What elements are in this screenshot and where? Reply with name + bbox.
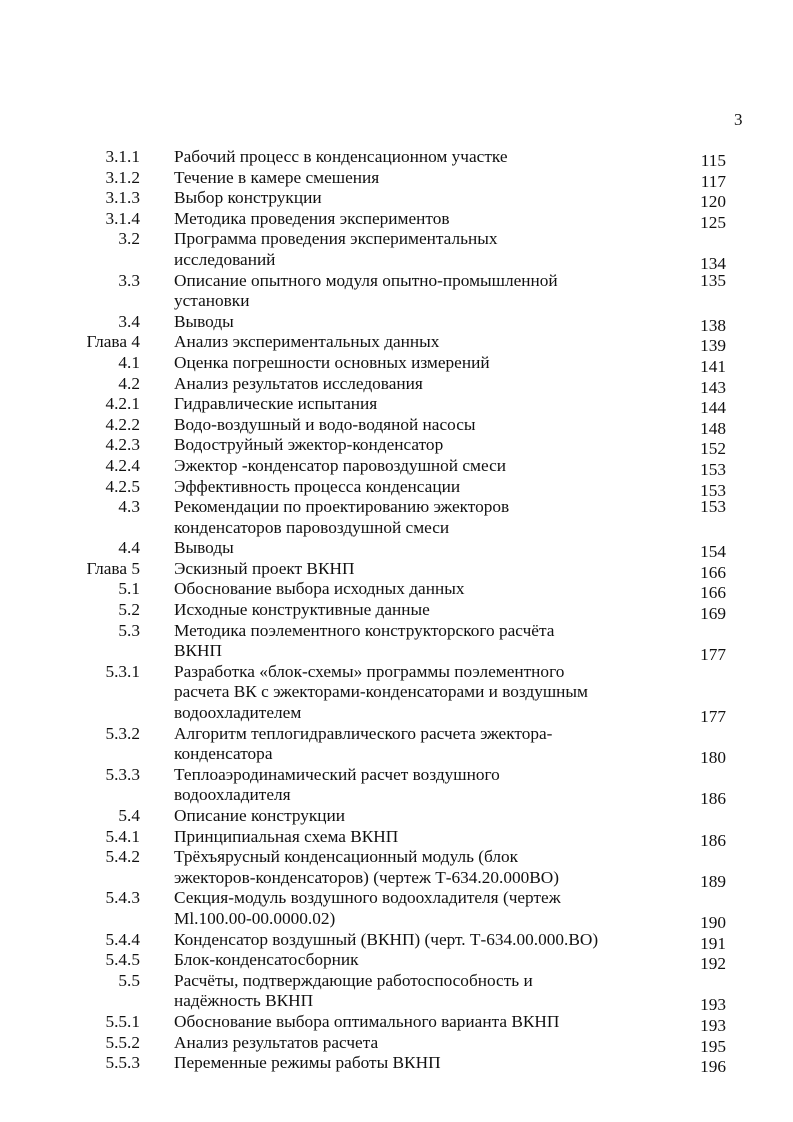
toc-entry: [60, 620, 740, 665]
toc-entry-page: 154: [700, 542, 726, 562]
toc-entry-page: 166: [700, 583, 726, 603]
toc-entry: [60, 271, 740, 312]
toc-entry-number: 4.2: [118, 373, 140, 393]
toc-entry-page: 192: [700, 954, 726, 974]
toc-entry-title-line: исследований: [174, 249, 276, 269]
toc-entry-title-line: Описание конструкции: [174, 806, 346, 825]
toc-entry-number: 3.4: [118, 311, 140, 331]
toc-entry-title: [174, 1012, 694, 1033]
toc-entry-title: [174, 621, 694, 662]
toc-entry-title-line: Анализ результатов расчета: [174, 1032, 379, 1052]
toc-entry-page: 190: [700, 912, 726, 932]
toc-entry: [60, 332, 740, 356]
toc-entry-title-line: Анализ экспериментальных данных: [174, 332, 440, 352]
toc-entry: [60, 579, 740, 603]
toc-entry: [60, 723, 740, 768]
toc-entry-number: 3.1.4: [105, 208, 140, 228]
toc-entry-number: 4.2.5: [105, 476, 140, 496]
toc-entry-title-line: Рекомендации по проектированию эжекторов: [174, 497, 510, 517]
toc-entry: [60, 661, 740, 727]
toc-entry-title-line: Теплоаэродинамический расчет воздушного: [174, 764, 500, 784]
toc-entry-title-line: Описание опытного модуля опытно-промышленной: [174, 270, 558, 290]
toc-entry-page: 138: [700, 315, 726, 335]
toc-entry: [60, 209, 740, 230]
toc-entry-number: 5.5: [118, 970, 140, 990]
toc-entry: [60, 600, 740, 624]
toc-entry-number: 4.1: [118, 352, 140, 372]
toc-entry-page: 134: [700, 253, 726, 273]
toc-entry-number: 5.4.3: [105, 888, 140, 908]
toc-entry-title: [174, 950, 694, 971]
toc-entry: [60, 168, 740, 189]
toc-entry-title-line: конденсатора: [174, 744, 273, 764]
toc-entry-title-line: Эскизный проект ВКНП: [174, 558, 355, 578]
toc-entry: [60, 374, 740, 395]
toc-entry-page: 143: [700, 377, 726, 397]
toc-entry-title-line: Переменные режимы работы ВКНП: [174, 1053, 441, 1073]
toc-entry-title-line: Течение в камере смешения: [174, 167, 380, 187]
toc-entry-number: 3.1.2: [105, 167, 140, 187]
toc-entry-title: [174, 456, 694, 477]
toc-entry-title-line: конденсаторов паровоздушной смеси: [174, 517, 450, 537]
toc-entry-title: [174, 477, 694, 498]
toc-entry: [60, 764, 740, 809]
page-number: 3: [734, 110, 743, 129]
toc-entry-title-line: Разработка «блок-схемы» программы поэлементного: [174, 661, 565, 681]
toc-entry-page: 135: [700, 270, 726, 290]
toc-entry: [60, 415, 740, 436]
toc-entry-title: [174, 147, 694, 168]
toc-entry-page: 120: [700, 192, 726, 212]
toc-entry-title: [174, 600, 694, 621]
toc-entry-page: 152: [700, 439, 726, 459]
toc-entry: [60, 477, 740, 498]
toc-entry-title-line: Водоструйный эжектор-конденсатор: [174, 435, 444, 455]
toc-entry-number: 4.3: [118, 497, 140, 517]
toc-entry-number: 5.5.1: [105, 1011, 140, 1031]
toc-entry-title: [174, 806, 694, 827]
toc-entry-page: 139: [700, 336, 726, 356]
toc-entry-title-line: Эффективность процесса конденсации: [174, 476, 461, 496]
toc-entry-number: 5.3.3: [105, 764, 140, 784]
table-of-contents: [60, 147, 740, 1077]
toc-entry-title-line: надёжность ВКНП: [174, 991, 314, 1011]
toc-entry-title: [174, 662, 694, 724]
toc-entry-title-line: расчета ВК с эжекторами-конденсаторами и воздушным: [174, 682, 588, 702]
toc-entry-page: 148: [700, 418, 726, 438]
toc-entry-title-line: Выводы: [174, 538, 234, 558]
toc-entry: [60, 497, 740, 538]
toc-entry-title-line: Исходные конструктивные данные: [174, 600, 430, 620]
toc-entry-title-line: Блок-конденсатосборник: [174, 950, 359, 970]
toc-entry-page: 141: [700, 356, 726, 376]
toc-entry-number: 5.4.5: [105, 950, 140, 970]
toc-entry-title: [174, 724, 694, 765]
toc-entry-number: 4.4: [118, 538, 140, 558]
toc-entry-number: 4.2.2: [105, 414, 140, 434]
toc-entry-number: 5.3.1: [105, 661, 140, 681]
toc-entry-page: 193: [700, 995, 726, 1015]
toc-entry-title-line: Трёхъярусный конденсационный модуль (блок: [174, 847, 519, 867]
toc-entry-number: 4.2.3: [105, 435, 140, 455]
toc-entry-page: 180: [700, 748, 726, 768]
toc-entry: [60, 147, 740, 168]
toc-entry-title: [174, 312, 694, 333]
toc-entry-title: [174, 538, 694, 559]
toc-entry-title: [174, 888, 694, 929]
toc-entry-title-line: Секция-модуль воздушного водоохладителя (чертеж: [174, 888, 561, 908]
toc-entry-number: 4.2.1: [105, 394, 140, 414]
toc-entry-title-line: Оценка погрешности основных измерений: [174, 352, 490, 372]
toc-entry-title-line: Анализ результатов исследования: [174, 373, 423, 393]
toc-entry: [60, 394, 740, 418]
toc-entry-number: 5.5.3: [105, 1053, 140, 1073]
toc-entry: [60, 930, 740, 951]
toc-entry: [60, 806, 740, 827]
toc-entry-title: [174, 229, 694, 270]
toc-entry-title: [174, 847, 694, 888]
toc-entry-title: [174, 1033, 694, 1054]
toc-entry-title-line: установки: [174, 291, 250, 311]
toc-entry-title: [174, 765, 694, 806]
toc-entry-title-line: Рабочий процесс в конденсационном участке: [174, 147, 508, 166]
toc-entry-number: 5.5.2: [105, 1032, 140, 1052]
toc-entry-page: 144: [700, 398, 726, 418]
toc-entry-number: 3.1.1: [105, 147, 140, 166]
toc-entry: [60, 538, 740, 562]
toc-entry-title: [174, 579, 694, 600]
toc-entry-title-line: Выбор конструкции: [174, 188, 322, 208]
toc-entry-number: 5.1: [118, 579, 140, 599]
toc-entry-page: 117: [700, 171, 726, 191]
toc-entry: [60, 970, 740, 1015]
toc-entry-number: 5.4.4: [105, 929, 140, 949]
toc-entry-title-line: Алгоритм теплогидравлического расчета эжектора-: [174, 723, 553, 743]
toc-entry-title: [174, 930, 694, 951]
toc-entry-page: 177: [700, 645, 726, 665]
toc-entry-title: [174, 415, 694, 436]
toc-entry-number: 3.1.3: [105, 188, 140, 208]
toc-entry: [60, 456, 740, 477]
toc-entry-page: 115: [700, 151, 726, 170]
toc-entry-title-line: Методика поэлементного конструкторского расчёта: [174, 620, 555, 640]
toc-entry-title: [174, 827, 694, 848]
toc-entry-title: [174, 559, 694, 580]
toc-entry-number: Глава 5: [86, 558, 140, 578]
toc-entry-title-line: Выводы: [174, 311, 234, 331]
toc-entry-title-line: Обоснование выбора оптимального варианта ВКНП: [174, 1011, 560, 1031]
toc-entry-title-line: Эжектор -конденсатор паровоздушной смеси: [174, 455, 507, 475]
toc-entry-page: 191: [700, 933, 726, 953]
toc-entry-title: [174, 374, 694, 395]
toc-entry-title: [174, 435, 694, 456]
toc-entry-title-line: водоохладителем: [174, 703, 302, 723]
toc-entry-page: 186: [700, 789, 726, 809]
toc-entry-title: [174, 1053, 694, 1074]
toc-entry-page: 166: [700, 562, 726, 582]
toc-entry-title: [174, 271, 694, 312]
toc-entry-number: 5.3: [118, 620, 140, 640]
toc-entry-title-line: Водо-воздушный и водо-водяной насосы: [174, 414, 476, 434]
toc-entry-number: Глава 4: [86, 332, 140, 352]
toc-entry-page: 195: [700, 1036, 726, 1056]
toc-entry: [60, 435, 740, 459]
toc-entry-title-line: Расчёты, подтверждающие работоспособность и: [174, 970, 533, 990]
toc-entry-number: 5.4.2: [105, 847, 140, 867]
toc-entry: [60, 888, 740, 932]
toc-entry-title: [174, 188, 694, 209]
toc-entry-title-line: Конденсатор воздушный (ВКНП) (черт. Т-634.00.000.ВО): [174, 929, 599, 949]
toc-entry: [60, 847, 740, 891]
toc-entry-page: 177: [700, 707, 726, 727]
toc-entry-title: [174, 332, 694, 353]
toc-entry-title-line: ВКНП: [174, 641, 223, 661]
toc-entry: [60, 1033, 740, 1054]
toc-entry: [60, 1012, 740, 1033]
toc-entry-number: 3.2: [118, 229, 140, 249]
toc-entry-number: 5.4.1: [105, 826, 140, 846]
toc-entry-page: 153: [700, 480, 726, 500]
toc-entry-title-line: Принципиальная схема ВКНП: [174, 826, 399, 846]
toc-entry-title-line: Программа проведения экспериментальных: [174, 229, 498, 249]
toc-entry-page: 196: [700, 1057, 726, 1077]
toc-entry-page: 186: [700, 830, 726, 850]
toc-entry-title-line: Методика проведения экспериментов: [174, 208, 450, 228]
toc-entry-title-line: эжекторов-конденсаторов) (чертеж Т-634.20.000ВО): [174, 867, 560, 887]
toc-entry: [60, 559, 740, 580]
toc-entry: [60, 827, 740, 848]
toc-entry-title: [174, 497, 694, 538]
toc-entry-number: 3.3: [118, 270, 140, 290]
toc-entry: [60, 353, 740, 374]
toc-entry-title: [174, 353, 694, 374]
toc-entry: [60, 312, 740, 333]
toc-entry-title: [174, 394, 694, 415]
toc-entry-title: [174, 971, 694, 1012]
toc-entry-title: [174, 168, 694, 189]
toc-entry-number: 5.3.2: [105, 723, 140, 743]
toc-entry-page: 189: [700, 871, 726, 891]
toc-entry-title-line: Гидравлические испытания: [174, 394, 378, 414]
toc-entry-page: 193: [700, 1015, 726, 1035]
toc-entry-number: 4.2.4: [105, 455, 140, 475]
toc-entry-page: 153: [700, 459, 726, 479]
toc-entry: [60, 950, 740, 974]
toc-entry-page: 169: [700, 604, 726, 624]
toc-entry-title: [174, 209, 694, 230]
toc-entry-title-line: Ml.100.00-00.0000.02): [174, 908, 336, 928]
toc-entry-title-line: Обоснование выбора исходных данных: [174, 579, 465, 599]
toc-entry-number: 5.4: [118, 806, 140, 825]
toc-entry-number: 5.2: [118, 600, 140, 620]
toc-entry: [60, 229, 740, 273]
toc-entry: [60, 188, 740, 212]
toc-entry-page: 125: [700, 212, 726, 232]
toc-entry-page: 153: [700, 497, 726, 517]
toc-entry: [60, 1053, 740, 1077]
toc-entry-title-line: водоохладителя: [174, 785, 291, 805]
